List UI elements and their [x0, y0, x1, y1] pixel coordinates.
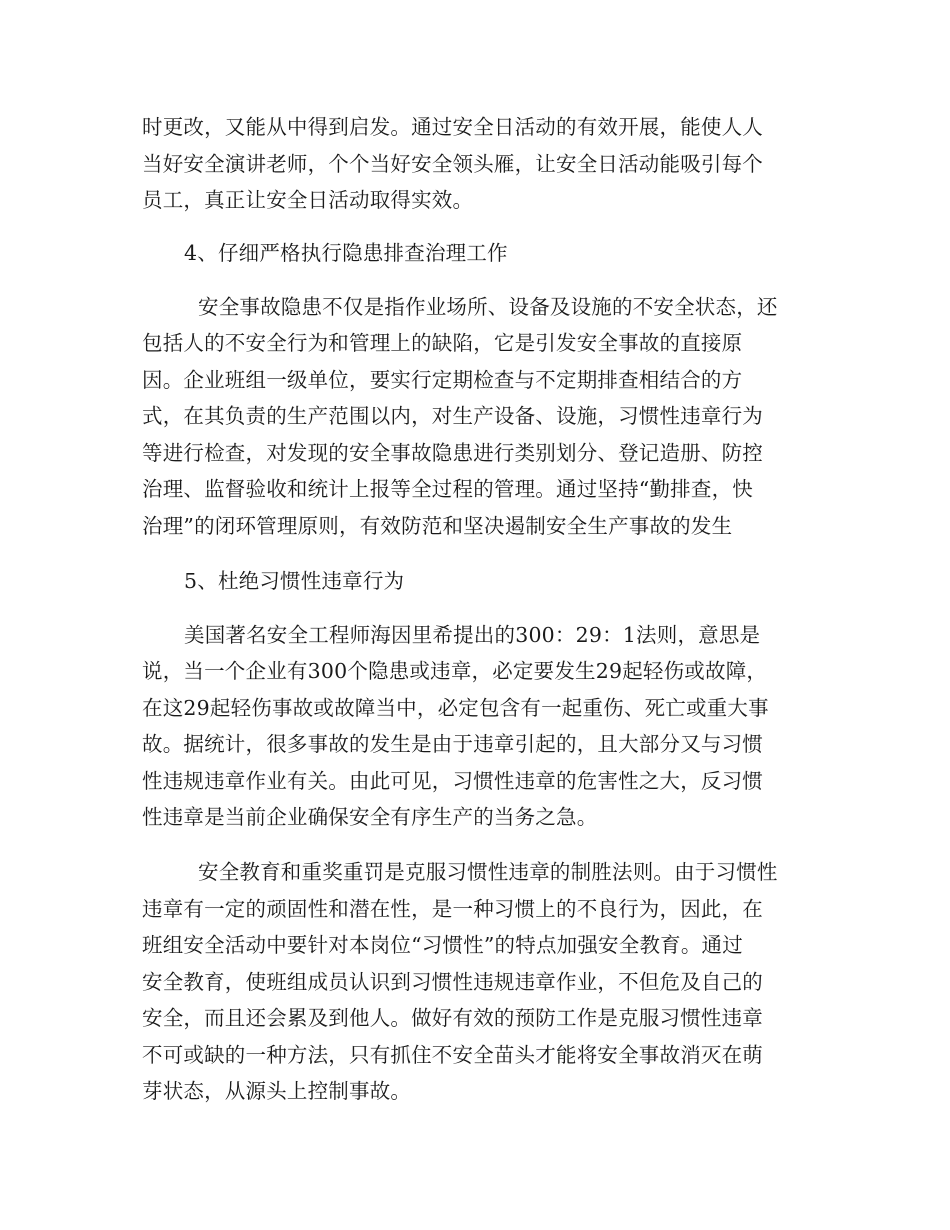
- paragraph-2-line-6: 治理、监督验收和统计上报等全过程的管理。通过坚持“勤排查，快: [142, 477, 753, 501]
- paragraph-4-line-1: 安全教育和重奖重罚是克服习惯性违章的制胜法则。由于习惯性: [198, 860, 778, 884]
- paragraph-4-line-6: 不可或缺的一种方法，只有抓住不安全苗头才能将安全事故消灭在萌: [142, 1043, 763, 1067]
- paragraph-3-line-2: 说，当一个企业有300个隐患或违章，必定要发生29起轻伤或故障，: [142, 659, 768, 683]
- paragraph-4-line-3: 班组安全活动中要针对本岗位“习惯性”的特点加强安全教育。通过: [142, 933, 743, 957]
- paragraph-1-line-1: 时更改，又能从中得到启发。通过安全日活动的有效开展，能使人人: [142, 115, 763, 139]
- paragraph-2-line-4: 式，在其负责的生产范围以内，对生产设备、设施，习惯性违章行为: [142, 404, 763, 428]
- paragraph-3-line-5: 性违规违章作业有关。由此可见，习惯性违章的危害性之大，反习惯: [142, 769, 763, 793]
- section-heading-4: 4、仔细严格执行隐患排查治理工作: [184, 241, 508, 265]
- paragraph-3-line-6: 性违章是当前企业确保安全有序生产的当务之急。: [142, 805, 598, 829]
- paragraph-2-line-7: 治理”的闭环管理原则，有效防范和坚决遏制安全生产事故的发生: [142, 514, 733, 538]
- paragraph-4-line-2: 违章有一定的顽固性和潜在性，是一种习惯上的不良行为，因此，在: [142, 897, 763, 921]
- paragraph-3-line-3: 在这29起轻伤事故或故障当中，必定包含有一起重伤、死亡或重大事: [142, 696, 769, 720]
- paragraph-1-line-3: 员工，真正让安全日活动取得实效。: [142, 188, 474, 212]
- paragraph-4-line-5: 安全，而且还会累及到他人。做好有效的预防工作是克服习惯性违章: [142, 1006, 763, 1030]
- paragraph-2-line-3: 因。企业班组一级单位，要实行定期检查与不定期排查相结合的方: [142, 368, 743, 392]
- paragraph-1-line-2: 当好安全演讲老师，个个当好安全领头雁，让安全日活动能吸引每个: [142, 152, 763, 176]
- paragraph-2-line-1: 安全事故隐患不仅是指作业场所、设备及设施的不安全状态，还: [198, 295, 778, 319]
- paragraph-2-line-2: 包括人的不安全行为和管理上的缺陷，它是引发安全事故的直接原: [142, 331, 743, 355]
- paragraph-4-line-7: 芽状态，从源头上控制事故。: [142, 1079, 412, 1103]
- paragraph-3-line-1: 美国著名安全工程师海因里希提出的300：29：1法则，意思是: [184, 623, 761, 647]
- paragraph-4-line-4: 安全教育，使班组成员认识到习惯性违规违章作业，不但危及自己的: [142, 970, 763, 994]
- paragraph-2-line-5: 等进行检查，对发现的安全事故隐患进行类别划分、登记造册、防控: [142, 441, 763, 465]
- section-heading-5: 5、杜绝习惯性违章行为: [184, 569, 405, 593]
- paragraph-3-line-4: 故。据统计，很多事故的发生是由于违章引起的，且大部分又与习惯: [142, 732, 763, 756]
